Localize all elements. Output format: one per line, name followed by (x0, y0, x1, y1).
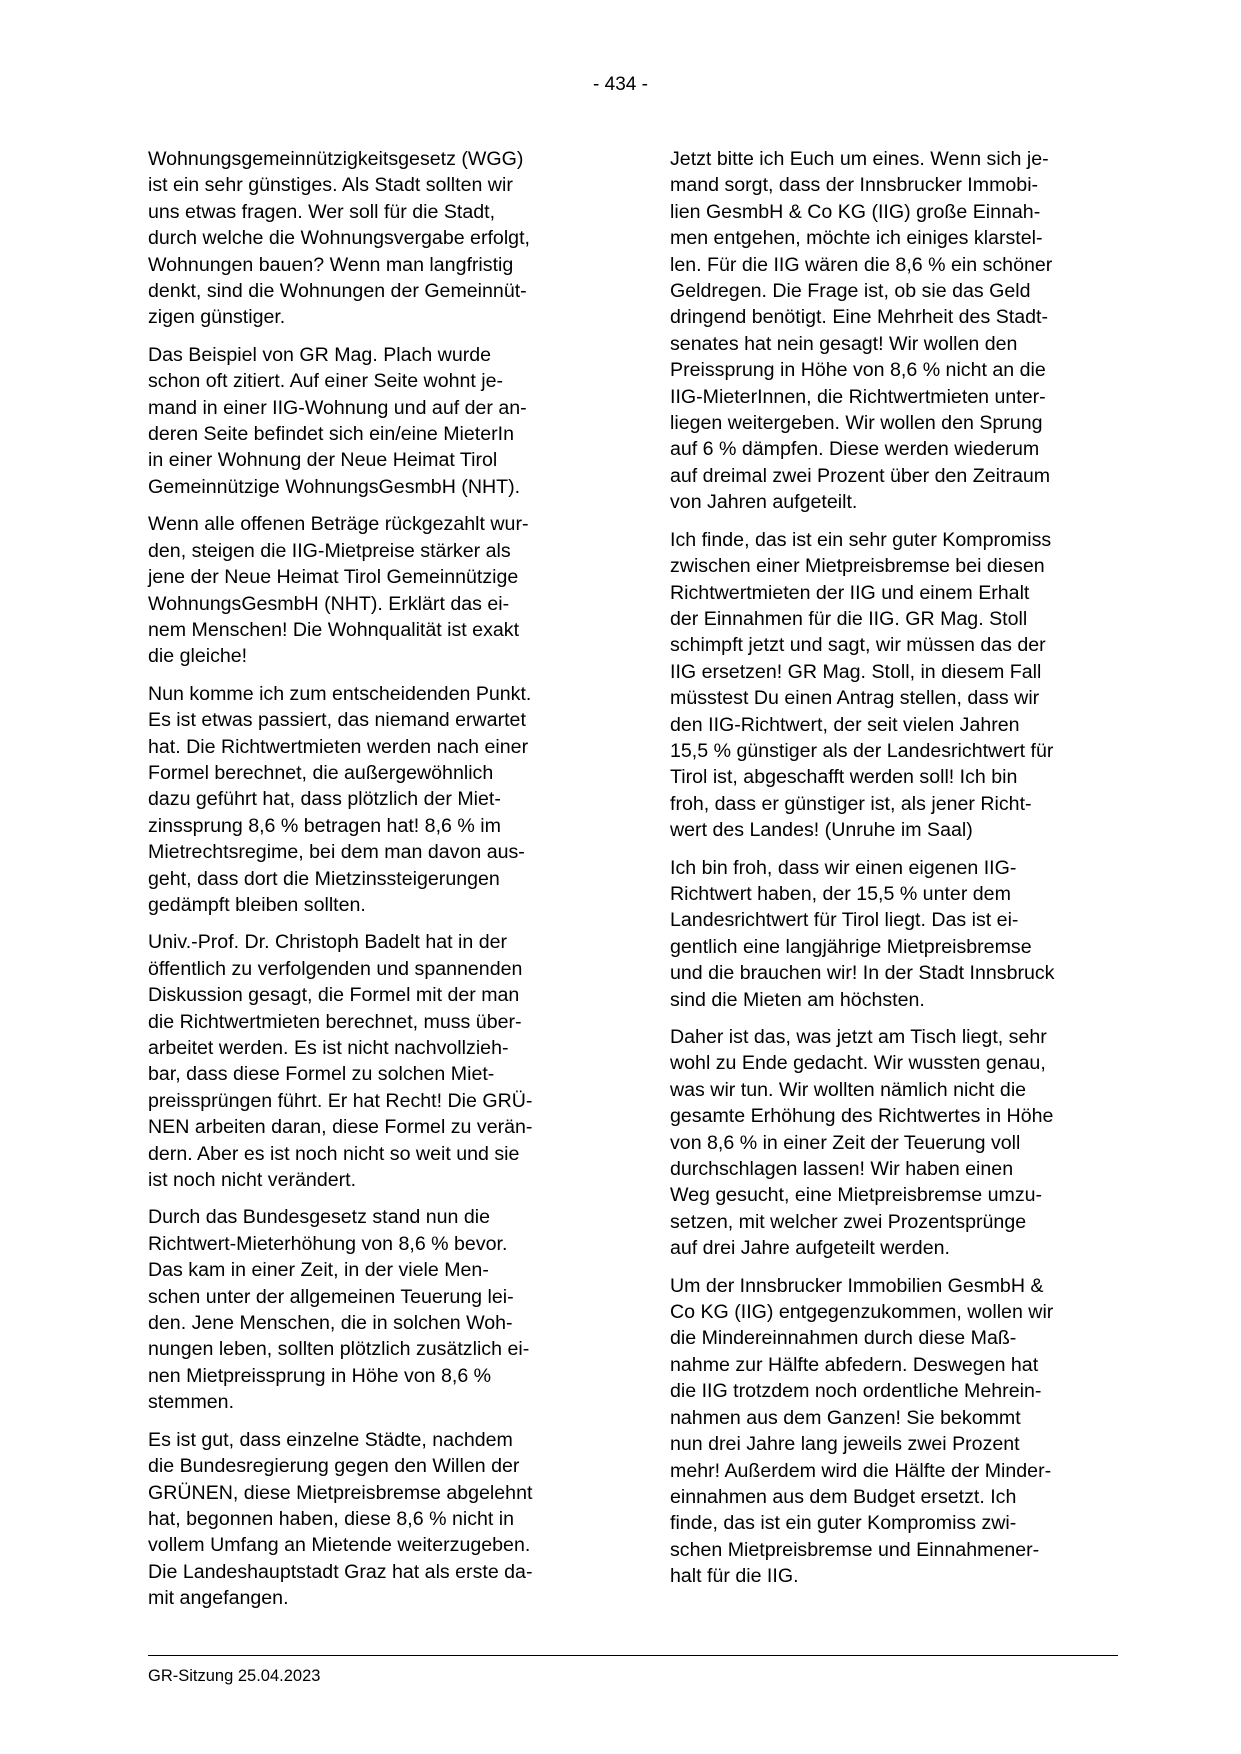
text-line: setzen, mit welcher zwei Prozentsprünge (670, 1210, 1027, 1233)
text-line: die Richtwertmieten berechnet, muss über- (148, 1010, 522, 1033)
text-line: zigen günstiger. (148, 306, 286, 329)
text-line: Geldregen. Die Frage ist, ob sie das Geld (670, 280, 1031, 303)
paragraph-gap (148, 1193, 608, 1204)
text-line: den IIG-Richtwert, der seit vielen Jahren (670, 713, 1020, 736)
left-column (148, 146, 608, 1612)
text-line: Co KG (IIG) entgegenzukommen, wollen wir (670, 1301, 1054, 1324)
text-line: mand in einer IIG-Wohnung und auf der an- (148, 396, 527, 419)
text-line: nahmen aus dem Ganzen! Sie bekommt (670, 1406, 1021, 1429)
text-line: wert des Landes! (Unruhe im Saal) (670, 819, 973, 842)
text-line: NEN arbeiten daran, diese Formel zu verän- (148, 1116, 533, 1139)
text-line: Diskussion gesagt, die Formel mit der man (148, 984, 520, 1007)
text-line: GRÜNEN, diese Mietpreisbremse abgelehnt (148, 1481, 533, 1504)
text-line: der Einnahmen für die IIG. GR Mag. Stoll (670, 607, 1028, 630)
text-line: Nun komme ich zum entscheidenden Punkt. (148, 682, 532, 705)
text-line: Wohnungen bauen? Wenn man langfristig (148, 253, 514, 276)
text-line: senates hat nein gesagt! Wir wollen den (670, 332, 1018, 355)
text-line: 15,5 % günstiger als der Landesrichtwert für (670, 739, 1054, 762)
text-line: deren Seite befindet sich ein/eine MieterIn (148, 423, 514, 446)
text-line: auf 6 % dämpfen. Diese werden wiederum (670, 438, 1040, 461)
text-line: nun drei Jahre lang jeweils zwei Prozent (670, 1433, 1020, 1456)
right-column (670, 146, 1130, 1590)
footer-session-date: GR-Sitzung 25.04.2023 (148, 1667, 321, 1685)
text-line: geht, dass dort die Mietzinssteigerungen (148, 867, 500, 890)
text-line: die Mindereinnahmen durch diese Maß- (670, 1327, 1017, 1350)
text-line: finde, das ist ein guter Kompromiss zwi- (670, 1512, 1017, 1535)
text-line: Um der Innsbrucker Immobilien GesmbH & (670, 1274, 1044, 1297)
text-line: Das Beispiel von GR Mag. Plach wurde (148, 343, 492, 366)
text-line: jene der Neue Heimat Tirol Gemeinnützige (148, 566, 519, 589)
text-line: mand sorgt, dass der Innsbrucker Immobi- (670, 174, 1039, 197)
paragraph (148, 681, 608, 919)
text-line: die gleiche! (148, 645, 248, 668)
text-line: schen Mietpreisbremse und Einnahmener- (670, 1538, 1040, 1561)
text-line: auf dreimal zwei Prozent über den Zeitraum (670, 464, 1051, 487)
text-line: Gemeinnützige WohnungsGesmbH (NHT). (148, 475, 521, 498)
text-line: von 8,6 % in einer Zeit der Teuerung voll (670, 1131, 1021, 1154)
text-line: WohnungsGesmbH (NHT). Erklärt das ei- (148, 592, 510, 615)
text-line: was wir tun. Wir wollten nämlich nicht die (670, 1078, 1027, 1101)
text-line: müsstest Du einen Antrag stellen, dass wir (670, 687, 1040, 710)
text-line: dazu geführt hat, dass plötzlich der Miet- (148, 788, 501, 811)
text-line: durchschlagen lassen! Wir haben einen (670, 1158, 1014, 1181)
text-line: mit angefangen. (148, 1587, 289, 1610)
paragraph-gap (670, 516, 1130, 527)
text-line: Richtwertmieten der IIG und einem Erhalt (670, 581, 1030, 604)
text-line: Ich finde, das ist ein sehr guter Kompromiss (670, 528, 1052, 551)
text-line: öffentlich zu verfolgenden und spannenden (148, 957, 523, 980)
text-line: dringend benötigt. Eine Mehrheit des Stadt- (670, 306, 1048, 329)
text-line: liegen weitergeben. Wir wollen den Sprung (670, 412, 1043, 435)
text-line: IIG ersetzen! GR Mag. Stoll, in diesem Fall (670, 660, 1042, 683)
paragraph (148, 511, 608, 669)
text-line: froh, dass er günstiger ist, als jener Richt- (670, 792, 1032, 815)
text-line: den. Jene Menschen, die in solchen Woh- (148, 1312, 513, 1335)
text-line: gesamte Erhöhung des Richtwertes in Höhe (670, 1105, 1054, 1128)
text-line: mehr! Außerdem wird die Hälfte der Minder- (670, 1459, 1052, 1482)
text-line: dern. Aber es ist noch nicht so weit und sie (148, 1142, 520, 1165)
text-line: Richtwert-Mieterhöhung von 8,6 % bevor. (148, 1232, 508, 1255)
text-line: zinssprung 8,6 % betragen hat! 8,6 % im (148, 814, 501, 837)
text-line: Die Landeshauptstadt Graz hat als erste da- (148, 1560, 533, 1583)
text-line: schen unter der allgemeinen Teuerung lei- (148, 1285, 514, 1308)
text-line: nen Mietpreissprung in Höhe von 8,6 % (148, 1364, 492, 1387)
paragraph (670, 527, 1130, 844)
text-line: Durch das Bundesgesetz stand nun die (148, 1206, 491, 1229)
text-line: Ich bin froh, dass wir einen eigenen IIG- (670, 856, 1017, 879)
text-line: nem Menschen! Die Wohnqualität ist exakt (148, 618, 520, 641)
text-line: wohl zu Ende gedacht. Wir wussten genau, (670, 1052, 1046, 1075)
paragraph-gap (148, 670, 608, 681)
text-line: men entgehen, möchte ich einiges klarstel- (670, 227, 1043, 250)
text-line: die IIG trotzdem noch ordentliche Mehrein- (670, 1380, 1042, 1403)
text-line: stemmen. (148, 1391, 235, 1414)
text-line: nahme zur Hälfte abfedern. Deswegen hat (670, 1353, 1039, 1376)
text-line: uns etwas fragen. Wer soll für die Stadt, (148, 200, 496, 223)
paragraph (148, 342, 608, 500)
text-line: IIG-MieterInnen, die Richtwertmieten unter- (670, 385, 1046, 408)
paragraph-gap (670, 1013, 1130, 1024)
text-line: einnahmen aus dem Budget ersetzt. Ich (670, 1485, 1017, 1508)
text-line: gentlich eine langjährige Mietpreisbremse (670, 935, 1032, 958)
text-line: hat. Die Richtwertmieten werden nach einer (148, 735, 529, 758)
paragraph (148, 146, 608, 331)
page-number: - 434 - (593, 74, 648, 95)
text-line: Univ.-Prof. Dr. Christoph Badelt hat in der (148, 931, 508, 954)
paragraph (670, 855, 1130, 1013)
text-line: Weg gesucht, eine Mietpreisbremse umzu- (670, 1184, 1043, 1207)
text-line: in einer Wohnung der Neue Heimat Tirol (148, 449, 498, 472)
text-line: vollem Umfang an Mietende weiterzugeben. (148, 1534, 531, 1557)
text-line: Landesrichtwert für Tirol liegt. Das ist ei- (670, 909, 1019, 932)
text-line: den, steigen die IIG-Mietpreise stärker als (148, 539, 511, 562)
paragraph (148, 1204, 608, 1415)
paragraph-gap (148, 918, 608, 929)
text-line: Mietrechtsregime, bei dem man davon aus- (148, 841, 525, 864)
paragraph-gap (148, 1416, 608, 1427)
text-line: Richtwert haben, der 15,5 % unter dem (670, 882, 1011, 905)
text-line: hat, begonnen haben, diese 8,6 % nicht in (148, 1507, 515, 1530)
text-line: halt für die IIG. (670, 1565, 799, 1588)
text-line: schimpft jetzt und sagt, wir müssen das der (670, 634, 1046, 657)
text-line: Jetzt bitte ich Euch um eines. Wenn sich je- (670, 148, 1049, 170)
text-line: Wohnungsgemeinnützigkeitsgesetz (WGG) (148, 148, 524, 170)
text-line: denkt, sind die Wohnungen der Gemeinnüt- (148, 280, 527, 303)
text-line: ist ein sehr günstiges. Als Stadt sollten wir (148, 174, 513, 197)
text-line: von Jahren aufgeteilt. (670, 491, 858, 514)
text-line: Tirol ist, abgeschafft werden soll! Ich bin (670, 766, 1018, 789)
text-line: Daher ist das, was jetzt am Tisch liegt, sehr (670, 1026, 1047, 1048)
footer-divider (148, 1655, 1118, 1656)
text-line: Es ist etwas passiert, das niemand erwartet (148, 709, 526, 732)
paragraph-gap (148, 500, 608, 511)
text-line: bar, dass diese Formel zu solchen Miet- (148, 1063, 495, 1086)
text-line: Preissprung in Höhe von 8,6 % nicht an die (670, 359, 1046, 382)
paragraph (148, 929, 608, 1193)
text-line: Wenn alle offenen Beträge rückgezahlt wur- (148, 513, 529, 536)
text-line: gedämpft bleiben sollten. (148, 893, 366, 916)
text-line: auf drei Jahre aufgeteilt werden. (670, 1237, 950, 1260)
text-line: preissprüngen führt. Er hat Recht! Die GRÜ- (148, 1089, 533, 1112)
paragraph-gap (148, 331, 608, 342)
text-line: und die brauchen wir! In der Stadt Innsbruck (670, 962, 1055, 985)
text-line: die Bundesregierung gegen den Willen der (148, 1455, 520, 1478)
paragraph (670, 146, 1130, 516)
text-line: Formel berechnet, die außergewöhnlich (148, 761, 494, 784)
paragraph (670, 1273, 1130, 1590)
paragraph-gap (670, 844, 1130, 855)
paragraph (670, 1024, 1130, 1262)
text-line: nungen leben, sollten plötzlich zusätzlich ei- (148, 1338, 530, 1361)
text-line: schon oft zitiert. Auf einer Seite wohnt je- (148, 370, 504, 393)
text-line: len. Für die IIG wären die 8,6 % ein schöner (670, 253, 1053, 276)
paragraph (148, 1427, 608, 1612)
text-line: sind die Mieten am höchsten. (670, 988, 925, 1011)
text-line: Das kam in einer Zeit, in der viele Men- (148, 1259, 489, 1282)
text-line: durch welche die Wohnungsvergabe erfolgt, (148, 227, 530, 250)
text-line: ist noch nicht verändert. (148, 1169, 357, 1192)
text-line: lien GesmbH & Co KG (IIG) große Einnah- (670, 200, 1041, 223)
paragraph-gap (670, 1262, 1130, 1273)
text-line: Es ist gut, dass einzelne Städte, nachdem (148, 1428, 513, 1451)
text-line: zwischen einer Mietpreisbremse bei diesen (670, 555, 1045, 578)
text-line: arbeitet werden. Es ist nicht nachvollzieh- (148, 1037, 509, 1059)
